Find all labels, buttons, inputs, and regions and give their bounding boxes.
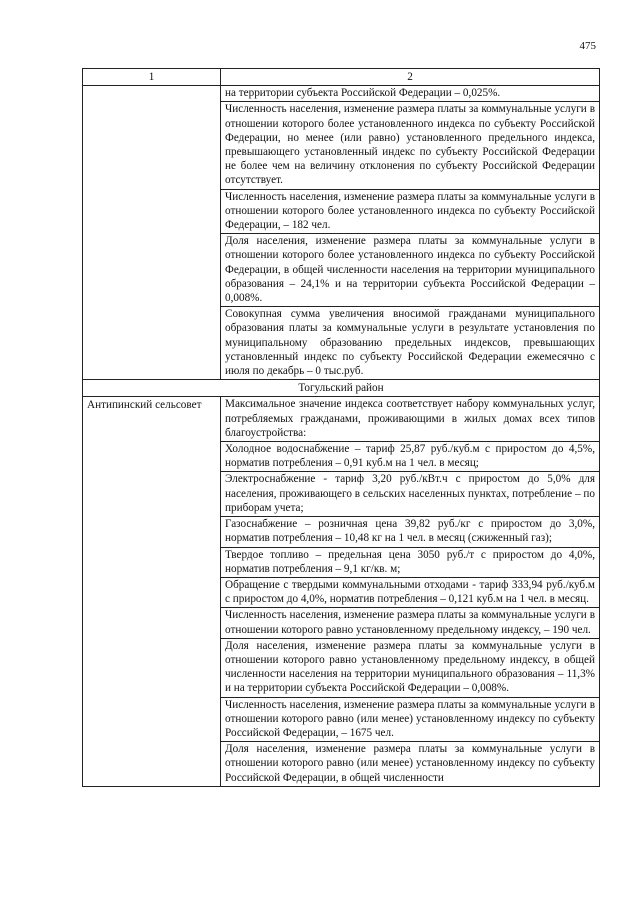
paragraph: Численность населения, изменение размера платы за коммунальные услуги в отношении которого более установленного индекса по субъекту Российской Федерации, но менее (или равно) установленного предельного индекса, превышающего установленный индекс по субъекту Российской Федерации не более чем на величину отклонения по субъекту Российской Федерации отсутствует. — [221, 102, 599, 189]
district-row — [83, 380, 600, 397]
table-row-continuation — [83, 86, 600, 380]
paragraph: Электроснабжение - тариф 3,20 руб./кВт.ч с приростом до 5,0% для населения, проживающего в сельских населенных пунктах, потребление – по приборам учета; — [221, 472, 599, 517]
left-cell-empty — [83, 86, 221, 380]
column-header-2: 2 — [221, 69, 600, 86]
table-header-row — [83, 69, 600, 86]
page-number: 475 — [579, 40, 596, 52]
paragraph: Совокупная сумма увеличения вносимой гражданами муниципального образования платы за коммунальные услуги в результате установления по муниципальному образованию предельных индексов, превышающих установленный индекс по субъекту Российской Федерации ежемесячно с июля по декабрь – 0 тыс.руб. — [225, 308, 595, 378]
right-cell-continuation — [221, 86, 600, 380]
column-header-1: 1 — [83, 69, 221, 86]
paragraph: Численность населения, изменение размера платы за коммунальные услуги в отношении которого более установленного индекса по субъекту Российской Федерации, – 182 чел. — [221, 190, 599, 235]
paragraph: Численность населения, изменение размера платы за коммунальные услуги в отношении которого равно установленному предельному индексу, – 190 чел. — [221, 608, 599, 638]
paragraph: Обращение с твердыми коммунальными отходами - тариф 333,94 руб./куб.м с приростом до 4,0%, норматив потребления – 0,121 куб.м на 1 чел. в месяц. — [221, 578, 599, 608]
table-row-municipality — [83, 397, 600, 786]
paragraph: Максимальное значение индекса соответствует набору коммунальных услуг, потребляемых гражданами, проживающими в жилых домах всех типов благоустройства: — [221, 397, 599, 442]
right-cell-details — [221, 397, 600, 786]
paragraph: Доля населения, изменение размера платы за коммунальные услуги в отношении которого более установленного индекса по субъекту Российской Федерации, в общей численности населения на территории муниципального образования – 24,1% и на территории субъекта Российской Федерации – 0,008%. — [221, 234, 599, 307]
paragraph: Доля населения, изменение размера платы за коммунальные услуги в отношении которого равно (или менее) установленному индексу по субъекту Российской Федерации, в общей численности — [225, 743, 595, 784]
paragraph: Твердое топливо – предельная цена 3050 руб./т с приростом до 4,0%, норматив потребления – 9,1 кг/кв. м; — [221, 548, 599, 578]
paragraph: Доля населения, изменение размера платы за коммунальные услуги в отношении которого равно установленному предельному индексу, в общей численности населения на территории муниципального образования – 11,3% и на территории субъекта Российской Федерации – 0,008%. — [221, 639, 599, 698]
paragraph: Газоснабжение – розничная цена 39,82 руб./кг с приростом до 3,0%, норматив потребления – 10,48 кг на 1 чел. в месяц (сжиженный газ); — [221, 517, 599, 547]
paragraph: Численность населения, изменение размера платы за коммунальные услуги в отношении которого равно (или менее) установленному индексу по субъекту Российской Федерации, – 1675 чел. — [221, 698, 599, 743]
paragraph: Холодное водоснабжение – тариф 25,87 руб./куб.м с приростом до 4,5%, норматив потребления – 0,91 куб.м на 1 чел. в месяц; — [221, 442, 599, 472]
municipality-name: Антипинский сельсовет — [83, 397, 221, 786]
district-heading: Тогульский район — [83, 380, 600, 397]
document-table — [82, 68, 600, 787]
paragraph: на территории субъекта Российской Федерации – 0,025%. — [221, 86, 599, 102]
